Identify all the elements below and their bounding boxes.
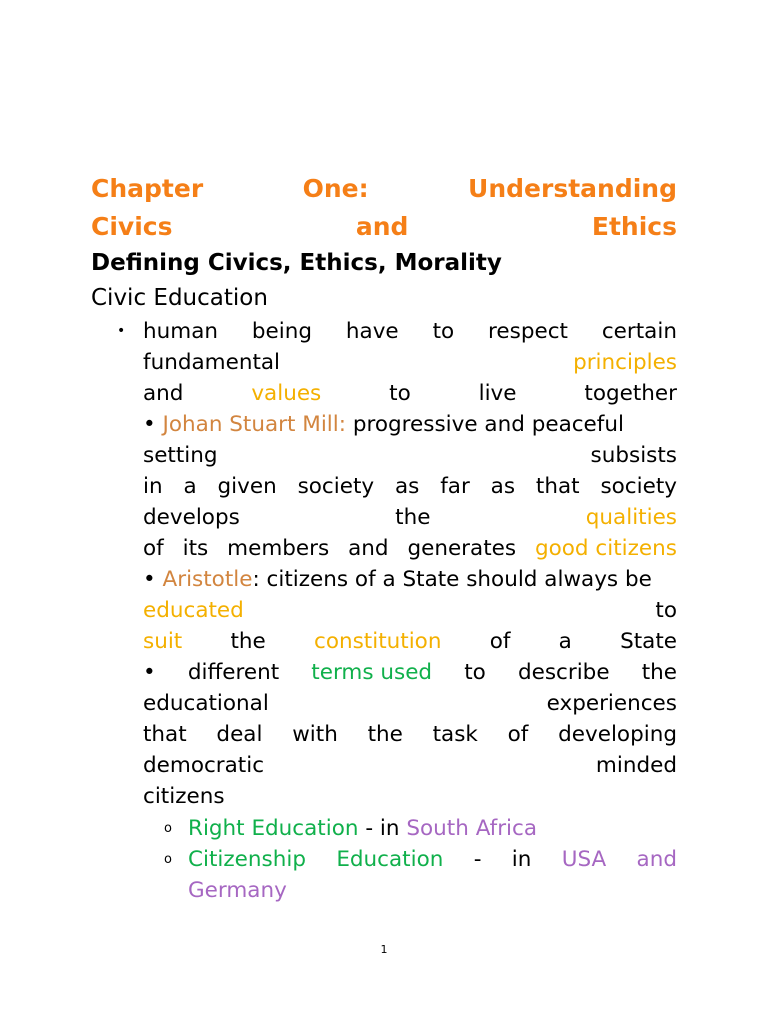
education-term: Citizenship (188, 847, 306, 872)
word: human (143, 319, 218, 344)
word: - (473, 847, 482, 872)
word: deal (216, 722, 263, 747)
education-term: Right Education (188, 816, 359, 841)
highlight-term: constitution (314, 629, 442, 654)
word: different (187, 660, 280, 685)
word: setting (143, 443, 218, 468)
word: State (620, 629, 677, 654)
word: to (432, 319, 455, 344)
word: educational (143, 691, 269, 716)
word: have (345, 319, 399, 344)
sub-bullet-marker: o (164, 852, 172, 867)
title-word: Civics (91, 212, 173, 241)
title-word: Chapter (91, 174, 204, 203)
inline-bullet: • (143, 567, 156, 592)
text: progressive and peaceful (346, 412, 624, 437)
word: society (297, 474, 375, 499)
word: experiences (546, 691, 677, 716)
title-word: and (355, 212, 409, 241)
word: to (655, 598, 677, 623)
body-line (143, 719, 677, 750)
word: the (395, 505, 431, 530)
word: in (143, 474, 163, 499)
body-line (143, 440, 677, 471)
body-line (143, 626, 677, 657)
word: as (490, 474, 516, 499)
word: describe (517, 660, 610, 685)
person-name: Johan Stuart Mill: (162, 412, 346, 437)
word: the (230, 629, 266, 654)
word: citizens (143, 784, 225, 809)
sub-bullet-marker: o (164, 821, 172, 836)
body-line (143, 471, 677, 502)
chapter-title-line-2 (91, 208, 677, 246)
word: members (227, 536, 330, 561)
body-line (143, 595, 677, 626)
word: of (507, 722, 529, 747)
word: together (584, 381, 677, 406)
word: that (535, 474, 580, 499)
title-word: Ethics (591, 212, 677, 241)
word: respect (488, 319, 568, 344)
word: develops (143, 505, 240, 530)
word: given (217, 474, 277, 499)
body-line (143, 688, 677, 719)
word: live (478, 381, 517, 406)
subsection-heading: Civic Education (91, 285, 268, 311)
highlight-term: principles (573, 350, 677, 375)
body-line (143, 750, 677, 781)
word: the (641, 660, 677, 685)
word: and (636, 847, 677, 872)
inline-bullet: • (143, 660, 156, 685)
word: and (348, 536, 389, 561)
word: and (143, 381, 184, 406)
section-heading: Defining Civics, Ethics, Morality (91, 250, 502, 276)
country-name: USA (561, 847, 607, 872)
sub-list-item (188, 813, 677, 844)
word: far (440, 474, 470, 499)
word: generates (407, 536, 517, 561)
body-line (143, 409, 677, 440)
word: to (389, 381, 411, 406)
highlight-term: suit (143, 629, 183, 654)
word: in (511, 847, 532, 872)
body-line (143, 347, 677, 378)
word: with (292, 722, 338, 747)
inline-bullet: • (143, 412, 156, 437)
word: subsists (590, 443, 677, 468)
word: certain (601, 319, 677, 344)
word: developing (558, 722, 677, 747)
word: that (143, 722, 187, 747)
body-line (143, 533, 677, 564)
title-word: Understanding (468, 174, 677, 203)
word: as (394, 474, 420, 499)
body-line (143, 316, 677, 347)
country-name: South Africa (406, 816, 538, 841)
page-number: 1 (380, 943, 388, 956)
word: the (367, 722, 403, 747)
body-line (143, 502, 677, 533)
word: a (183, 474, 197, 499)
word: of (489, 629, 511, 654)
word: society (600, 474, 677, 499)
word: fundamental (143, 350, 281, 375)
word: its (182, 536, 209, 561)
title-word: One: (302, 174, 369, 203)
highlight-term: terms used (311, 660, 433, 685)
text: : citizens of a State should always be (252, 567, 652, 592)
word: being (251, 319, 313, 344)
person-name: Aristotle (162, 567, 253, 592)
body-line (143, 657, 677, 688)
bullet-marker: • (117, 323, 126, 339)
word: to (464, 660, 486, 685)
sub-list-item (188, 844, 677, 875)
word: a (558, 629, 572, 654)
body-line (143, 564, 677, 595)
body-line (143, 378, 677, 409)
text: - in (358, 816, 407, 841)
sub-list-item-continuation (188, 875, 677, 906)
body-line (143, 781, 677, 812)
word: of (143, 536, 164, 561)
chapter-title-line-1 (91, 170, 677, 208)
highlight-term: values (251, 381, 322, 406)
highlight-term: qualities (585, 505, 677, 530)
word: democratic (143, 753, 265, 778)
highlight-term: educated (143, 598, 244, 623)
word: minded (595, 753, 677, 778)
education-term: Education (336, 847, 444, 872)
highlight-term: good citizens (534, 536, 677, 561)
word: task (432, 722, 478, 747)
country-name: Germany (188, 878, 287, 903)
